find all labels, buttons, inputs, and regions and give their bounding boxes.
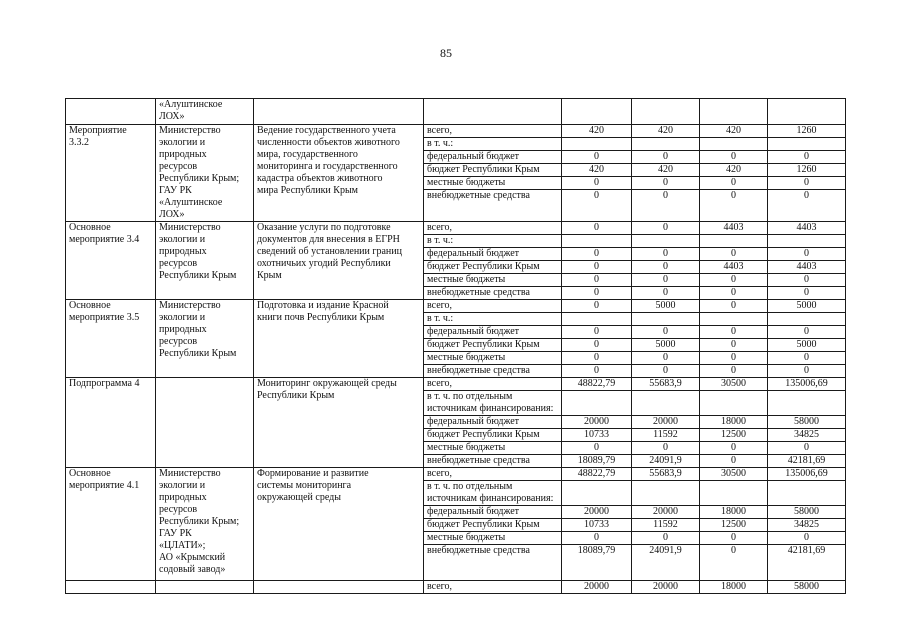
value-cell: 18089,79 — [562, 545, 632, 581]
value-cell: 5000 — [632, 300, 700, 313]
value-cell — [632, 99, 700, 125]
value-cell: 0 — [700, 151, 768, 164]
value-cell: 0 — [700, 352, 768, 365]
value-cell: 0 — [632, 442, 700, 455]
source-cell: местные бюджеты — [424, 532, 562, 545]
value-cell: 42181,69 — [768, 545, 846, 581]
value-cell: 0 — [700, 274, 768, 287]
value-cell: 420 — [562, 125, 632, 138]
value-cell: 0 — [768, 287, 846, 300]
value-cell: 34825 — [768, 519, 846, 532]
value-cell — [562, 313, 632, 326]
value-cell: 20000 — [562, 416, 632, 429]
value-cell — [632, 481, 700, 506]
value-cell: 0 — [562, 365, 632, 378]
value-cell: 0 — [768, 274, 846, 287]
value-cell: 55683,9 — [632, 468, 700, 481]
value-cell: 10733 — [562, 429, 632, 442]
source-cell: внебюджетные средства — [424, 365, 562, 378]
value-cell: 5000 — [632, 339, 700, 352]
value-cell — [700, 235, 768, 248]
source-cell: всего, — [424, 581, 562, 594]
value-cell: 0 — [562, 532, 632, 545]
value-cell: 12500 — [700, 429, 768, 442]
table-row — [66, 125, 846, 138]
value-cell — [632, 313, 700, 326]
value-cell: 0 — [562, 151, 632, 164]
value-cell: 0 — [768, 177, 846, 190]
value-cell: 0 — [700, 545, 768, 581]
value-cell: 0 — [562, 300, 632, 313]
value-cell: 4403 — [768, 222, 846, 235]
value-cell: 0 — [632, 352, 700, 365]
source-cell: в т. ч.: — [424, 313, 562, 326]
source-cell — [424, 99, 562, 125]
source-cell: в т. ч. по отдельным источникам финансирования: — [424, 391, 562, 416]
value-cell: 0 — [562, 190, 632, 222]
value-cell: 42181,69 — [768, 455, 846, 468]
value-cell: 0 — [562, 261, 632, 274]
table-row — [66, 300, 846, 313]
value-cell: 0 — [632, 261, 700, 274]
value-cell: 420 — [632, 125, 700, 138]
source-cell: в т. ч.: — [424, 138, 562, 151]
value-cell: 10733 — [562, 519, 632, 532]
activity-cell: Подпрограмма 4 — [66, 378, 156, 468]
executor-cell: Министерство экологии и природных ресурсов Республики Крым — [156, 300, 254, 378]
description-cell: Подготовка и издание Красной книги почв Республики Крым — [254, 300, 424, 378]
value-cell — [562, 138, 632, 151]
value-cell — [768, 235, 846, 248]
table-row — [66, 378, 846, 391]
value-cell: 20000 — [632, 506, 700, 519]
source-cell: всего, — [424, 125, 562, 138]
value-cell: 0 — [700, 190, 768, 222]
value-cell: 0 — [700, 300, 768, 313]
value-cell: 18089,79 — [562, 455, 632, 468]
value-cell: 30500 — [700, 378, 768, 391]
activity-cell: Мероприятие 3.3.2 — [66, 125, 156, 222]
executor-cell: Министерство экологии и природных ресурсов Республики Крым; ГАУ РК «ЦЛАТИ»; АО «Крымский содовый завод» — [156, 468, 254, 581]
value-cell: 58000 — [768, 581, 846, 594]
value-cell: 20000 — [562, 581, 632, 594]
value-cell: 0 — [632, 151, 700, 164]
value-cell — [700, 99, 768, 125]
value-cell: 4403 — [700, 261, 768, 274]
value-cell: 0 — [562, 177, 632, 190]
source-cell: федеральный бюджет — [424, 151, 562, 164]
source-cell: федеральный бюджет — [424, 248, 562, 261]
value-cell: 0 — [768, 248, 846, 261]
value-cell: 20000 — [632, 416, 700, 429]
table-row — [66, 99, 846, 125]
value-cell: 0 — [632, 326, 700, 339]
source-cell: в т. ч.: — [424, 235, 562, 248]
source-cell: всего, — [424, 378, 562, 391]
executor-cell: «Алуштинское ЛОХ» — [156, 99, 254, 125]
source-cell: в т. ч. по отдельным источникам финансирования: — [424, 481, 562, 506]
description-cell — [254, 99, 424, 125]
value-cell — [700, 481, 768, 506]
value-cell: 0 — [562, 339, 632, 352]
value-cell: 0 — [768, 151, 846, 164]
value-cell: 5000 — [768, 339, 846, 352]
value-cell — [700, 138, 768, 151]
source-cell: бюджет Республики Крым — [424, 429, 562, 442]
activity-cell: Основное мероприятие 3.5 — [66, 300, 156, 378]
value-cell: 420 — [632, 164, 700, 177]
source-cell: внебюджетные средства — [424, 545, 562, 581]
table-row — [66, 581, 846, 594]
value-cell — [632, 235, 700, 248]
table-row — [66, 222, 846, 235]
value-cell: 0 — [562, 222, 632, 235]
value-cell — [700, 391, 768, 416]
description-cell: Мониторинг окружающей среды Республики Крым — [254, 378, 424, 468]
value-cell — [562, 99, 632, 125]
value-cell: 0 — [700, 339, 768, 352]
value-cell: 0 — [562, 248, 632, 261]
value-cell: 30500 — [700, 468, 768, 481]
source-cell: федеральный бюджет — [424, 326, 562, 339]
value-cell: 0 — [768, 352, 846, 365]
value-cell — [632, 391, 700, 416]
description-cell: Оказание услуги по подготовке документов для внесения в ЕГРН сведений об установлении границ охотничьих угодий Республики Крым — [254, 222, 424, 300]
value-cell: 420 — [700, 125, 768, 138]
description-cell — [254, 581, 424, 594]
value-cell — [632, 138, 700, 151]
value-cell: 0 — [700, 442, 768, 455]
value-cell: 0 — [562, 274, 632, 287]
value-cell: 12500 — [700, 519, 768, 532]
value-cell: 0 — [700, 532, 768, 545]
value-cell: 0 — [700, 177, 768, 190]
value-cell: 0 — [700, 287, 768, 300]
value-cell: 48822,79 — [562, 468, 632, 481]
page-number: 85 — [440, 46, 452, 60]
value-cell — [562, 481, 632, 506]
value-cell: 18000 — [700, 581, 768, 594]
value-cell: 55683,9 — [632, 378, 700, 391]
value-cell: 0 — [700, 455, 768, 468]
value-cell: 20000 — [562, 506, 632, 519]
source-cell: внебюджетные средства — [424, 287, 562, 300]
value-cell: 24091,9 — [632, 545, 700, 581]
source-cell: всего, — [424, 300, 562, 313]
value-cell — [562, 235, 632, 248]
value-cell: 420 — [700, 164, 768, 177]
value-cell: 0 — [632, 177, 700, 190]
source-cell: всего, — [424, 222, 562, 235]
value-cell: 1260 — [768, 164, 846, 177]
value-cell: 18000 — [700, 506, 768, 519]
value-cell: 0 — [768, 190, 846, 222]
value-cell: 135006,69 — [768, 468, 846, 481]
value-cell: 48822,79 — [562, 378, 632, 391]
value-cell: 0 — [768, 532, 846, 545]
source-cell: бюджет Республики Крым — [424, 261, 562, 274]
budget-table — [65, 98, 846, 594]
value-cell: 0 — [632, 274, 700, 287]
executor-cell: Министерство экологии и природных ресурсов Республики Крым — [156, 222, 254, 300]
activity-cell: Основное мероприятие 4.1 — [66, 468, 156, 581]
value-cell — [768, 313, 846, 326]
source-cell: бюджет Республики Крым — [424, 164, 562, 177]
value-cell: 24091,9 — [632, 455, 700, 468]
executor-cell: Министерство экологии и природных ресурсов Республики Крым; ГАУ РК «Алуштинское ЛОХ» — [156, 125, 254, 222]
value-cell: 0 — [632, 248, 700, 261]
source-cell: бюджет Республики Крым — [424, 519, 562, 532]
value-cell: 0 — [562, 352, 632, 365]
value-cell: 58000 — [768, 506, 846, 519]
executor-cell — [156, 581, 254, 594]
source-cell: федеральный бюджет — [424, 506, 562, 519]
source-cell: местные бюджеты — [424, 352, 562, 365]
source-cell: всего, — [424, 468, 562, 481]
value-cell: 11592 — [632, 519, 700, 532]
value-cell: 1260 — [768, 125, 846, 138]
value-cell: 0 — [700, 326, 768, 339]
value-cell — [562, 391, 632, 416]
source-cell: внебюджетные средства — [424, 455, 562, 468]
activity-cell — [66, 99, 156, 125]
value-cell: 20000 — [632, 581, 700, 594]
value-cell: 0 — [632, 287, 700, 300]
value-cell: 0 — [562, 287, 632, 300]
value-cell: 11592 — [632, 429, 700, 442]
table-row — [66, 468, 846, 481]
value-cell: 58000 — [768, 416, 846, 429]
activity-cell — [66, 581, 156, 594]
value-cell: 0 — [562, 326, 632, 339]
value-cell: 0 — [632, 532, 700, 545]
value-cell: 18000 — [700, 416, 768, 429]
value-cell — [768, 99, 846, 125]
value-cell — [768, 391, 846, 416]
source-cell: внебюджетные средства — [424, 190, 562, 222]
value-cell: 0 — [768, 326, 846, 339]
executor-cell — [156, 378, 254, 468]
source-cell: местные бюджеты — [424, 274, 562, 287]
activity-cell: Основное мероприятие 3.4 — [66, 222, 156, 300]
value-cell: 0 — [768, 442, 846, 455]
value-cell — [700, 313, 768, 326]
value-cell: 0 — [768, 365, 846, 378]
value-cell: 0 — [632, 222, 700, 235]
value-cell: 4403 — [700, 222, 768, 235]
value-cell: 420 — [562, 164, 632, 177]
source-cell: бюджет Республики Крым — [424, 339, 562, 352]
value-cell: 5000 — [768, 300, 846, 313]
value-cell: 0 — [632, 365, 700, 378]
value-cell — [768, 481, 846, 506]
value-cell: 0 — [562, 442, 632, 455]
description-cell: Ведение государственного учета численности объектов животного мира, государственного мониторинга и государственного кадастра объектов животного мира Республики Крым — [254, 125, 424, 222]
value-cell: 34825 — [768, 429, 846, 442]
value-cell: 0 — [632, 190, 700, 222]
value-cell: 4403 — [768, 261, 846, 274]
value-cell — [768, 138, 846, 151]
source-cell: федеральный бюджет — [424, 416, 562, 429]
value-cell: 135006,69 — [768, 378, 846, 391]
description-cell: Формирование и развитие системы мониторинга окружающей среды — [254, 468, 424, 581]
source-cell: местные бюджеты — [424, 177, 562, 190]
value-cell: 0 — [700, 248, 768, 261]
source-cell: местные бюджеты — [424, 442, 562, 455]
value-cell: 0 — [700, 365, 768, 378]
